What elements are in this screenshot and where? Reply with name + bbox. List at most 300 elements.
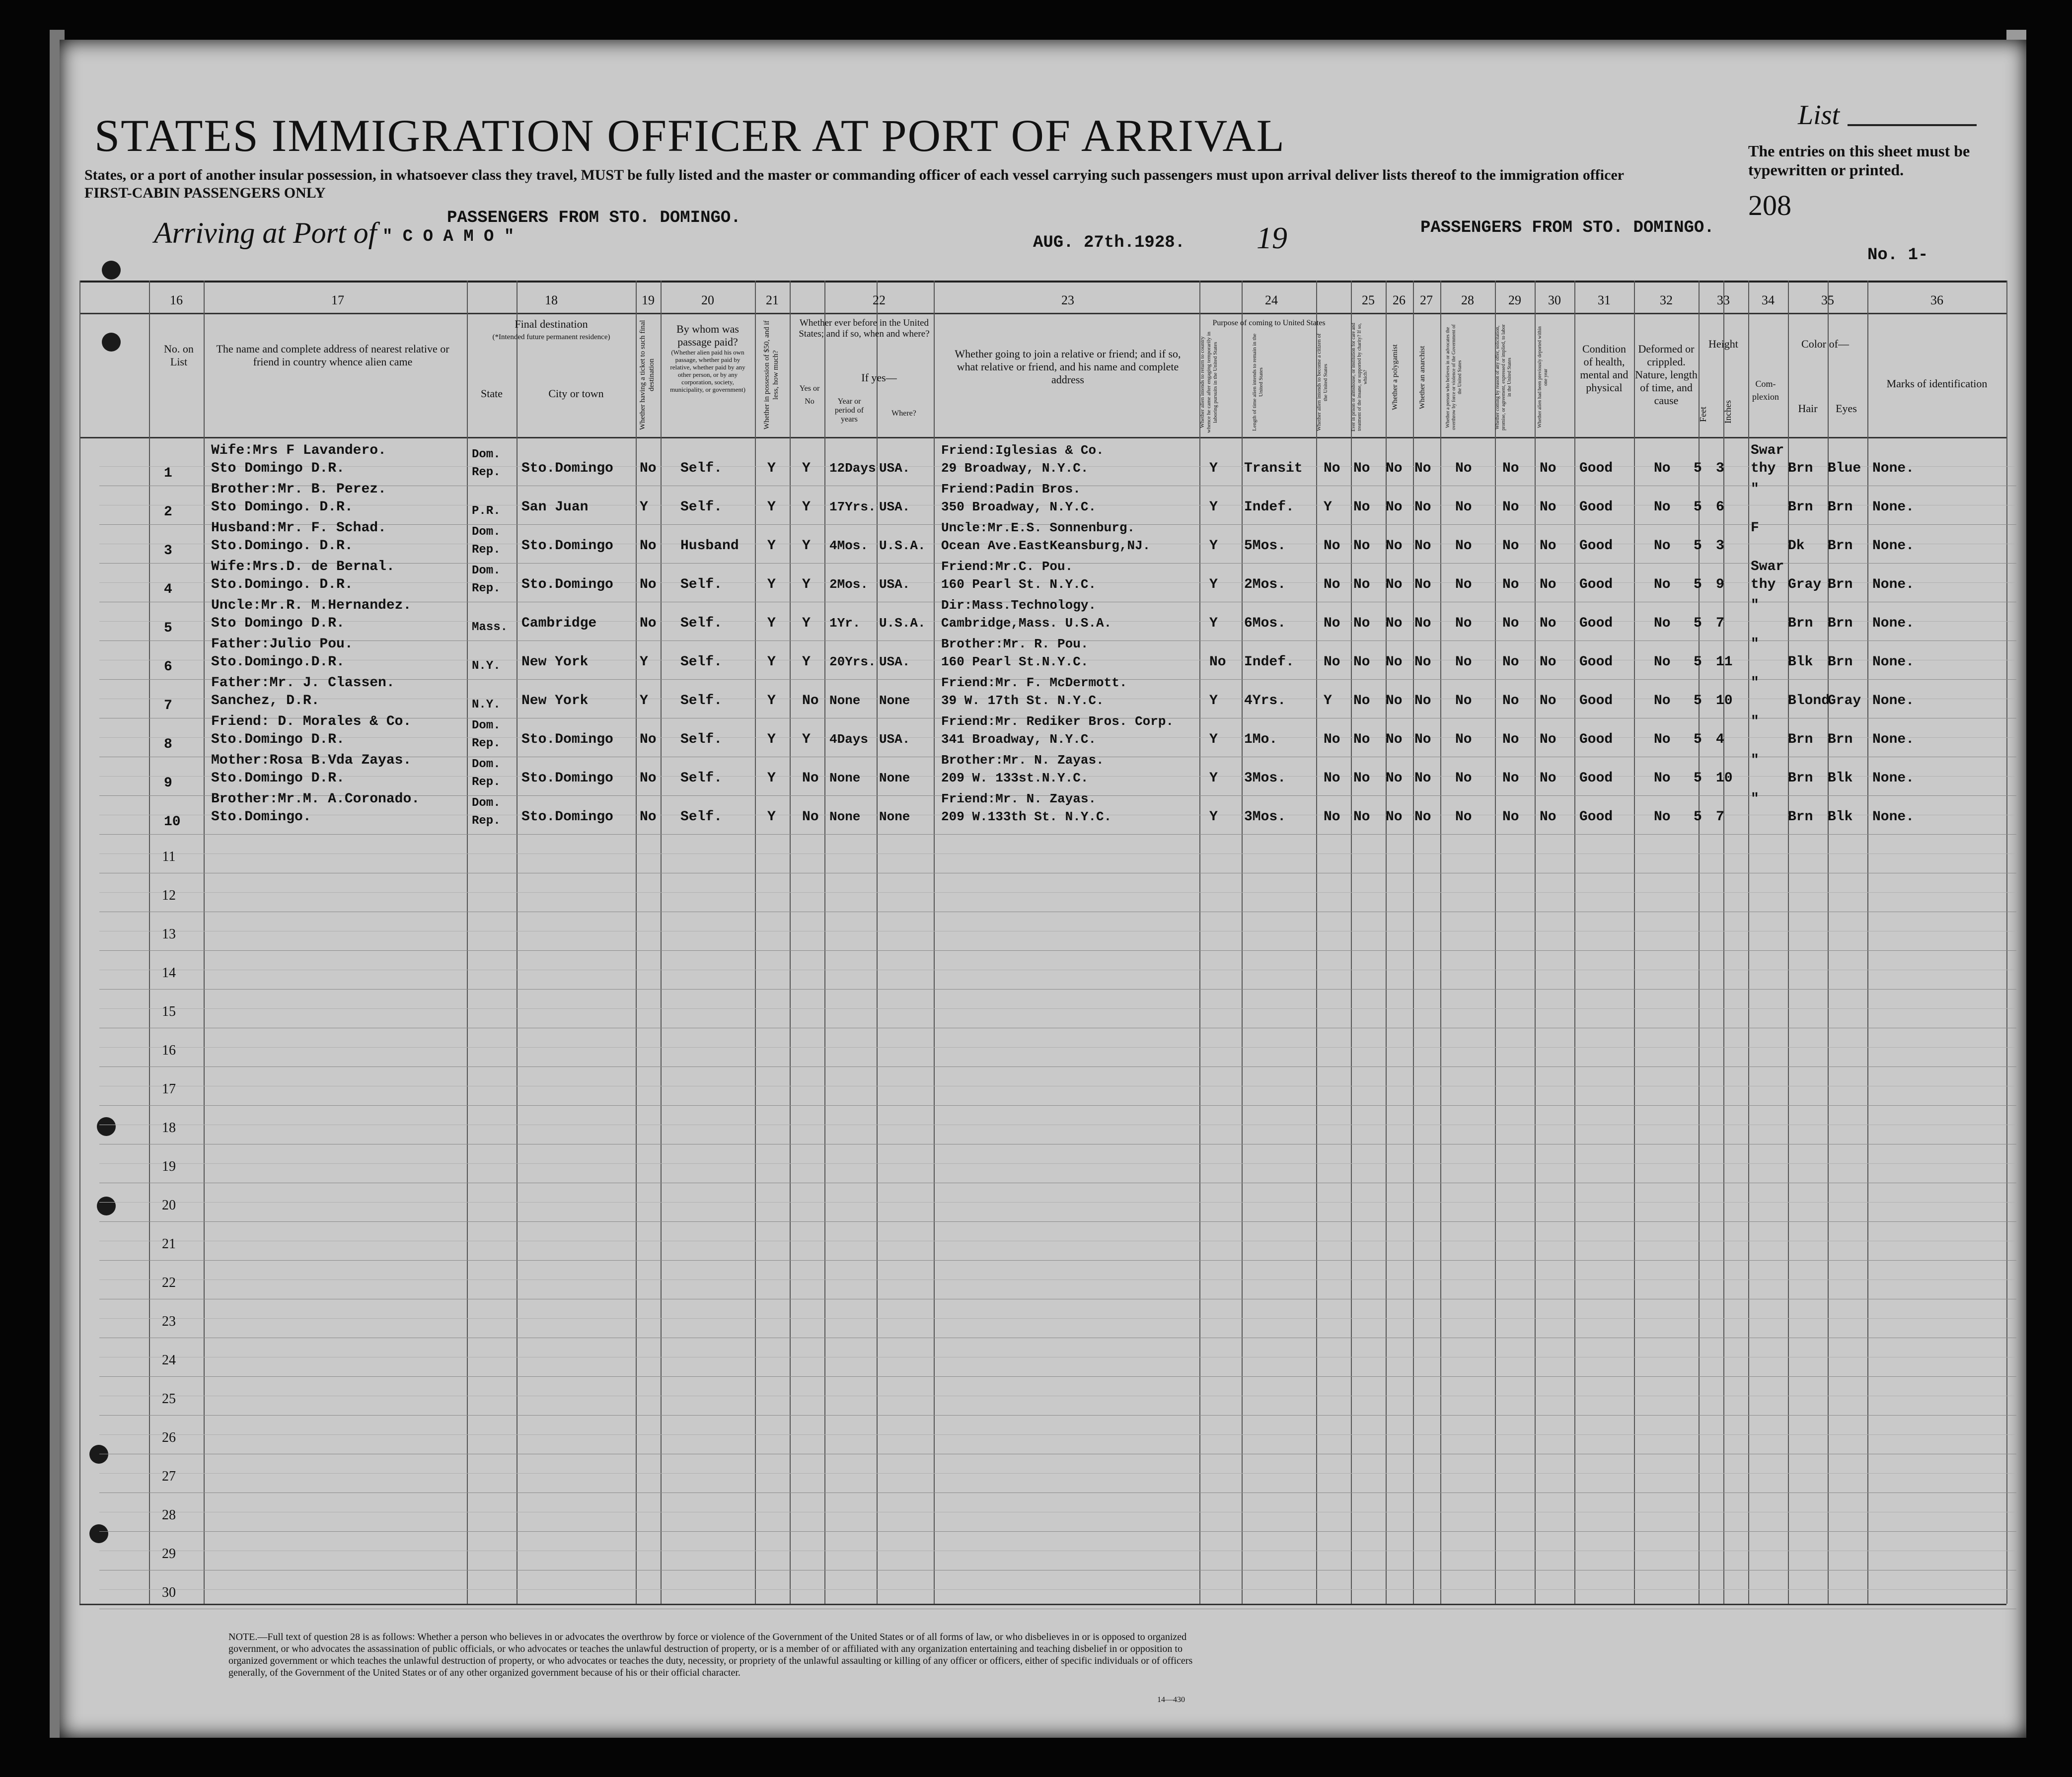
passage-paid-by: Self.: [680, 461, 723, 476]
joining-address: 350 Broadway, N.Y.C.: [941, 499, 1097, 514]
row-rule: [99, 950, 2016, 951]
purpose-citizen: No: [1324, 771, 1340, 786]
binder-hole: [97, 1197, 116, 1215]
row-number: 23: [162, 1314, 176, 1329]
passage-paid-by: Self.: [680, 732, 723, 747]
height-feet: 5: [1694, 461, 1702, 476]
column-divider: [1199, 281, 1200, 1604]
column-number: 32: [1660, 293, 1673, 307]
before-in-us-where: USA.: [879, 461, 910, 476]
relative-name: Friend: D. Morales & Co.: [211, 714, 412, 729]
column-number: 26: [1393, 293, 1406, 307]
passage-paid-by: Self.: [680, 616, 723, 631]
height-feet: 5: [1694, 654, 1702, 670]
col-head-feet: Feet: [1698, 407, 1708, 423]
purpose-length: Transit: [1244, 461, 1303, 476]
identification-marks: None.: [1872, 499, 1915, 515]
polygamist-value: No: [1386, 461, 1403, 476]
prison-value: No: [1353, 577, 1370, 592]
binder-hole: [89, 1524, 108, 1543]
relative-address: Sto Domingo. D.R.: [211, 499, 353, 515]
q29-value: No: [1502, 732, 1519, 747]
before-in-us-yes-no: Y: [802, 461, 811, 476]
purpose-return: Y: [1209, 809, 1218, 825]
hair-color: Blond: [1788, 693, 1830, 709]
before-in-us-period: 4Days: [829, 732, 869, 747]
row-half-rule: [99, 1008, 2016, 1009]
column-divider: [1634, 281, 1635, 1604]
passage-sub: (Whether alien paid his own passage, whether paid by relative, whether paid by any other person, or by any corporation, society, municipality, or government): [670, 349, 745, 393]
col-head-ticket: Whether having a ticket to such final destination: [639, 320, 656, 430]
row-number: 10: [164, 814, 181, 830]
hair-color: Blk: [1788, 654, 1813, 670]
table-bottom-rule: [79, 1604, 2006, 1605]
column-divider: [1699, 281, 1700, 1604]
header-rule: [79, 281, 2006, 283]
complexion-line2: thy: [1751, 461, 1776, 476]
row-number: 4: [164, 582, 172, 597]
passage-paid-by: Self.: [680, 693, 723, 709]
relative-address: Sto Domingo D.R.: [211, 461, 345, 476]
row-rule: [99, 1415, 2016, 1416]
deformed-value: No: [1654, 461, 1671, 476]
fifty-dollars-value: Y: [767, 499, 776, 515]
ticket-value: No: [640, 732, 657, 747]
column-number: 17: [331, 293, 344, 307]
row-rule: [99, 1531, 2016, 1532]
col-head-passage: [668, 323, 747, 393]
purpose-return: Y: [1209, 499, 1218, 515]
purpose-citizen: No: [1324, 577, 1340, 592]
col-head-year-period: Year or period of years: [834, 397, 864, 424]
relative-name: Brother:Mr.M. A.Coronado.: [211, 791, 420, 807]
anarchist-value: No: [1414, 538, 1431, 554]
fifty-dollars-value: Y: [767, 538, 776, 554]
printer-code: 14—430: [1157, 1696, 1185, 1704]
list-label: List: [1798, 100, 1840, 131]
eye-color: Blue: [1828, 461, 1861, 476]
joining-address: 160 Pearl St. N.Y.C.: [941, 577, 1097, 592]
arrival-date: AUG. 27th.1928.: [1033, 233, 1185, 252]
purpose-return: Y: [1209, 732, 1218, 747]
hair-color: Dk: [1788, 538, 1805, 554]
col-head-height: Height: [1708, 338, 1738, 350]
dest-city: San Juan: [521, 499, 589, 515]
q30-value: No: [1540, 577, 1556, 592]
column-divider: [467, 281, 468, 1604]
health-condition: Good: [1579, 654, 1613, 670]
purpose-citizen: No: [1324, 461, 1340, 476]
q30-value: No: [1540, 654, 1556, 670]
col-head-deformed: Deformed or crippled. Nature, length of time, and cause: [1635, 343, 1698, 407]
q28-value: No: [1455, 538, 1472, 554]
ticket-value: No: [640, 577, 657, 592]
row-number: 22: [162, 1275, 176, 1290]
before-in-us-period: 1Yr.: [829, 616, 861, 631]
polygamist-value: No: [1386, 616, 1403, 631]
joining-name: Friend:Iglesias & Co.: [941, 443, 1104, 458]
dest-state-line1: Dom.: [472, 448, 501, 461]
joining-address: 160 Pearl St.N.Y.C.: [941, 654, 1089, 669]
height-feet: 5: [1694, 732, 1702, 747]
passage-paid-by: Self.: [680, 499, 723, 515]
complexion-line1: ": [1751, 637, 1759, 652]
column-divider: [1828, 281, 1829, 1604]
column-divider: [204, 281, 205, 1604]
eye-color: Brn: [1828, 577, 1853, 592]
before-in-us-yes-no: Y: [802, 499, 811, 515]
binder-hole: [102, 261, 121, 280]
column-number: 24: [1265, 293, 1278, 307]
column-divider: [1867, 281, 1868, 1604]
ticket-value: Y: [640, 654, 648, 670]
column-divider: [1242, 281, 1243, 1604]
column-number: 18: [545, 293, 558, 307]
row-number: 26: [162, 1430, 176, 1445]
col-head-city: City or town: [548, 387, 604, 400]
ticket-value: No: [640, 809, 657, 825]
column-number: 19: [642, 293, 655, 307]
before-in-us-where: U.S.A.: [879, 538, 926, 553]
row-number: 16: [162, 1043, 176, 1058]
before-in-us-where: USA.: [879, 577, 910, 592]
column-number: 36: [1930, 293, 1943, 307]
column-number: 33: [1717, 293, 1730, 307]
row-half-rule: [99, 1279, 2016, 1280]
identification-marks: None.: [1872, 577, 1915, 592]
row-half-rule: [99, 1047, 2016, 1048]
polygamist-value: No: [1386, 693, 1403, 709]
q29-value: No: [1502, 693, 1519, 709]
dest-state-line2: N.Y.: [472, 698, 501, 711]
purpose-length: 5Mos.: [1244, 538, 1286, 554]
complexion-line1: ": [1751, 791, 1759, 807]
dest-city: Sto.Domingo: [521, 538, 613, 554]
joining-name: Friend:Mr.C. Pou.: [941, 559, 1073, 574]
joining-address: 39 W. 17th St. N.Y.C.: [941, 693, 1104, 708]
row-half-rule: [99, 1589, 2016, 1590]
q30-value: No: [1540, 809, 1556, 825]
column-divider: [1535, 281, 1536, 1604]
ticket-value: No: [640, 461, 657, 476]
statement-text: States, or a port of another insular possession, in whatsoever class they travel, MUST be fully listed and the master or commanding officer of each vessel carrying such passengers must upon arrival deliver lists thereof to the immigration officer: [84, 167, 1625, 183]
q29-value: No: [1502, 577, 1519, 592]
column-divider: [661, 281, 662, 1604]
height-inches: 10: [1716, 771, 1733, 786]
col-head-inches: Inches: [1723, 400, 1733, 424]
hair-color: Gray: [1788, 577, 1822, 592]
col-head-prison: Ever in prison or almshouse, or institution for care and treatment of the insane, or supported by charity? If so, which?: [1351, 323, 1368, 432]
joining-address: 209 W.133th St. N.Y.C.: [941, 809, 1112, 824]
row-rule: [99, 1221, 2016, 1222]
q28-value: No: [1455, 616, 1472, 631]
height-inches: 11: [1716, 654, 1733, 670]
q29-value: No: [1502, 461, 1519, 476]
column-divider: [1574, 281, 1575, 1604]
before-in-us-period: 20Yrs.: [829, 654, 876, 669]
q28-value: No: [1455, 732, 1472, 747]
complexion-line1: ": [1751, 714, 1759, 729]
height-feet: 5: [1694, 809, 1702, 825]
before-in-us-period: 4Mos.: [829, 538, 869, 553]
identification-marks: None.: [1872, 771, 1915, 786]
q28-value: No: [1455, 654, 1472, 670]
relative-name: Mother:Rosa B.Vda Zayas.: [211, 753, 412, 768]
relative-address: Sanchez, D.R.: [211, 693, 320, 709]
hair-color: Brn: [1788, 616, 1813, 631]
relative-address: Sto.Domingo. D.R.: [211, 538, 353, 554]
col-head-final-dest: [467, 318, 636, 344]
col-head-purpose-c: Whether alien intends to become a citizen of the United States: [1316, 333, 1329, 431]
purpose-return: Y: [1209, 693, 1218, 709]
purpose-length: 3Mos.: [1244, 771, 1286, 786]
hair-color: Brn: [1788, 732, 1813, 747]
q28-value: No: [1455, 461, 1472, 476]
complexion-line1: Swar: [1751, 443, 1784, 458]
identification-marks: None.: [1872, 732, 1915, 747]
column-divider: [824, 281, 825, 1604]
col-head-before-us: Whether ever before in the United States; and if so, when and where?: [799, 318, 930, 339]
dest-state-line1: Dom.: [472, 564, 501, 577]
row-number: 20: [162, 1198, 176, 1213]
before-in-us-where: None: [879, 809, 910, 824]
q28-value: No: [1455, 577, 1472, 592]
binder-hole: [102, 333, 121, 352]
height-inches: 3: [1716, 538, 1724, 554]
column-divider: [517, 281, 518, 1604]
relative-name: Husband:Mr. F. Schad.: [211, 520, 386, 536]
anarchist-value: No: [1414, 654, 1431, 670]
row-number: 15: [162, 1004, 176, 1019]
col-head-complexion: Com-plexion: [1752, 379, 1779, 402]
sheet-number: No. 1-: [1867, 246, 1928, 265]
relative-name: Wife:Mrs.D. de Bernal.: [211, 559, 395, 574]
ship-name: " C O A M O ": [382, 227, 515, 246]
row-number: 13: [162, 926, 176, 942]
polygamist-value: No: [1386, 809, 1403, 825]
q28-value: No: [1455, 809, 1472, 825]
purpose-citizen: No: [1324, 809, 1340, 825]
col-head-relative: The name and complete address of nearest relative or friend in country whence alien came: [216, 343, 449, 368]
col-head-q29: Whether coming by reason of any offer, solicitation, promise, or agreement, expressed or implied, to labor in the United States: [1495, 324, 1512, 430]
row-rule: [99, 834, 2016, 835]
joining-name: Friend:Padin Bros.: [941, 482, 1081, 497]
anarchist-value: No: [1414, 461, 1431, 476]
purpose-return: Y: [1209, 461, 1218, 476]
polygamist-value: No: [1386, 654, 1403, 670]
passage-label: By whom was passage paid?: [676, 323, 739, 348]
dest-state-line1: Dom.: [472, 796, 501, 810]
purpose-length: 6Mos.: [1244, 616, 1286, 631]
purpose-return: Y: [1209, 771, 1218, 786]
relative-name: Wife:Mrs F Lavandero.: [211, 443, 386, 458]
height-feet: 5: [1694, 771, 1702, 786]
joining-name: Dir:Mass.Technology.: [941, 598, 1097, 613]
dest-state-line1: Dom.: [472, 758, 501, 771]
height-feet: 5: [1694, 538, 1702, 554]
dest-city: Sto.Domingo: [521, 809, 613, 825]
column-number: 34: [1762, 293, 1775, 307]
complexion-line1: ": [1751, 753, 1759, 768]
column-divider: [755, 281, 756, 1604]
purpose-length: Indef.: [1244, 499, 1294, 515]
health-condition: Good: [1579, 616, 1613, 631]
health-condition: Good: [1579, 693, 1613, 709]
fifty-dollars-value: Y: [767, 616, 776, 631]
relative-address: Sto.Domingo.D.R.: [211, 654, 345, 670]
column-number: 21: [766, 293, 779, 307]
before-in-us-where: None: [879, 771, 910, 785]
deformed-value: No: [1654, 538, 1671, 554]
height-feet: 5: [1694, 577, 1702, 592]
column-number: 25: [1362, 293, 1375, 307]
passage-paid-by: Self.: [680, 577, 723, 592]
stamp-number: 208: [1748, 189, 1791, 221]
row-number: 1: [164, 466, 172, 481]
deformed-value: No: [1654, 499, 1671, 515]
year-label: 19: [1257, 221, 1287, 255]
row-number: 14: [162, 965, 176, 981]
row-rule: [99, 1376, 2016, 1377]
complexion-line1: ": [1751, 675, 1759, 691]
anarchist-value: No: [1414, 732, 1431, 747]
binder-hole: [97, 1117, 116, 1136]
col-head-q30: Whether alien had been previously deported within one year: [1537, 326, 1549, 428]
row-number: 25: [162, 1391, 176, 1407]
polygamist-value: No: [1386, 732, 1403, 747]
dest-state-line2: Rep.: [472, 814, 501, 828]
before-in-us-yes-no: Y: [802, 538, 811, 554]
dest-city: Sto.Domingo: [521, 732, 613, 747]
column-number: 16: [170, 293, 183, 307]
identification-marks: None.: [1872, 461, 1915, 476]
complexion-line1: ": [1751, 598, 1759, 613]
row-half-rule: [99, 1318, 2016, 1319]
row-rule: [99, 989, 2016, 990]
q30-value: No: [1540, 732, 1556, 747]
purpose-citizen: No: [1324, 732, 1340, 747]
dest-city: Sto.Domingo: [521, 577, 613, 592]
prison-value: No: [1353, 616, 1370, 631]
row-number: 8: [164, 737, 172, 752]
column-divider: [790, 281, 791, 1604]
purpose-return: No: [1209, 654, 1226, 670]
joining-name: Friend:Mr. Rediker Bros. Corp.: [941, 714, 1174, 729]
complexion-line1: Swar: [1751, 559, 1784, 574]
height-feet: 5: [1694, 616, 1702, 631]
purpose-citizen: Y: [1324, 693, 1332, 709]
joining-name: Brother:Mr. R. Pou.: [941, 637, 1089, 651]
column-divider: [1413, 281, 1414, 1604]
ticket-value: No: [640, 538, 657, 554]
eye-color: Brn: [1828, 538, 1853, 554]
dest-state-line1: Dom.: [472, 719, 501, 732]
column-divider: [1351, 281, 1352, 1604]
column-divider: [1723, 281, 1724, 1604]
joining-address: 341 Broadway, N.Y.C.: [941, 732, 1097, 747]
purpose-return: Y: [1209, 616, 1218, 631]
eye-color: Brn: [1828, 616, 1853, 631]
height-inches: 6: [1716, 499, 1724, 515]
health-condition: Good: [1579, 461, 1613, 476]
before-in-us-period: None: [829, 809, 861, 824]
eye-color: Brn: [1828, 499, 1853, 515]
ticket-value: No: [640, 616, 657, 631]
form-statement: [84, 166, 1773, 202]
hair-color: Brn: [1788, 809, 1813, 825]
before-in-us-yes-no: Y: [802, 732, 811, 747]
purpose-length: Indef.: [1244, 654, 1294, 670]
column-number: 30: [1548, 293, 1561, 307]
dest-state-line1: Dom.: [472, 525, 501, 539]
row-half-rule: [99, 1434, 2016, 1435]
identification-marks: None.: [1872, 809, 1915, 825]
q29-value: No: [1502, 771, 1519, 786]
typewritten-note: The entries on this sheet must be typewritten or printed.: [1748, 142, 1970, 179]
purpose-length: 1Mo.: [1244, 732, 1278, 747]
q29-value: No: [1502, 499, 1519, 515]
fifty-dollars-value: Y: [767, 732, 776, 747]
deformed-value: No: [1654, 654, 1671, 670]
eye-color: Brn: [1828, 654, 1853, 670]
fifty-dollars-value: Y: [767, 461, 776, 476]
prison-value: No: [1353, 461, 1370, 476]
eye-color: Blk: [1828, 771, 1853, 786]
col-head-anarchist: Whether an anarchist: [1418, 346, 1426, 409]
col-head-color: Color of—: [1801, 338, 1849, 350]
row-half-rule: [99, 1473, 2016, 1474]
ticket-value: Y: [640, 693, 648, 709]
before-in-us-yes-no: Y: [802, 577, 811, 592]
q29-value: No: [1502, 809, 1519, 825]
row-number: 3: [164, 543, 172, 559]
row-number: 5: [164, 621, 172, 636]
column-divider: [1495, 281, 1496, 1604]
eye-color: Blk: [1828, 809, 1853, 825]
fifty-dollars-value: Y: [767, 654, 776, 670]
prison-value: No: [1353, 693, 1370, 709]
ticket-value: No: [640, 771, 657, 786]
complexion-line1: ": [1751, 482, 1759, 497]
col-head-hair: Hair: [1798, 402, 1818, 415]
passengers-from-right: PASSENGERS FROM STO. DOMINGO.: [1420, 218, 1714, 237]
height-inches: 4: [1716, 732, 1724, 747]
col-head-marks: Marks of identification: [1886, 377, 1988, 390]
dest-state-line2: Rep.: [472, 543, 501, 557]
dest-city: Sto.Domingo: [521, 771, 613, 786]
column-number: 23: [1061, 293, 1074, 307]
purpose-length: 2Mos.: [1244, 577, 1286, 592]
before-in-us-yes-no: No: [802, 809, 819, 825]
row-number: 21: [162, 1236, 176, 1252]
q29-value: No: [1502, 616, 1519, 631]
column-number: 29: [1508, 293, 1521, 307]
purpose-citizen: No: [1324, 538, 1340, 554]
before-in-us-period: None: [829, 771, 861, 785]
passage-paid-by: Husband: [680, 538, 739, 554]
col-head-no: No. on List: [164, 343, 194, 368]
col-head-condition: Condition of health, mental and physical: [1580, 343, 1628, 394]
relative-address: Sto.Domingo D.R.: [211, 771, 345, 786]
col-head-purpose: Purpose of coming to United States: [1212, 319, 1326, 327]
passengers-from-left: PASSENGERS FROM STO. DOMINGO.: [447, 209, 741, 227]
column-number: 31: [1598, 293, 1611, 307]
ticket-value: Y: [640, 499, 648, 515]
col-head-purpose-b: Length of time alien intends to remain in the United States: [1252, 333, 1264, 431]
before-in-us-period: 2Mos.: [829, 577, 869, 592]
q29-value: No: [1502, 538, 1519, 554]
identification-marks: None.: [1872, 693, 1915, 709]
